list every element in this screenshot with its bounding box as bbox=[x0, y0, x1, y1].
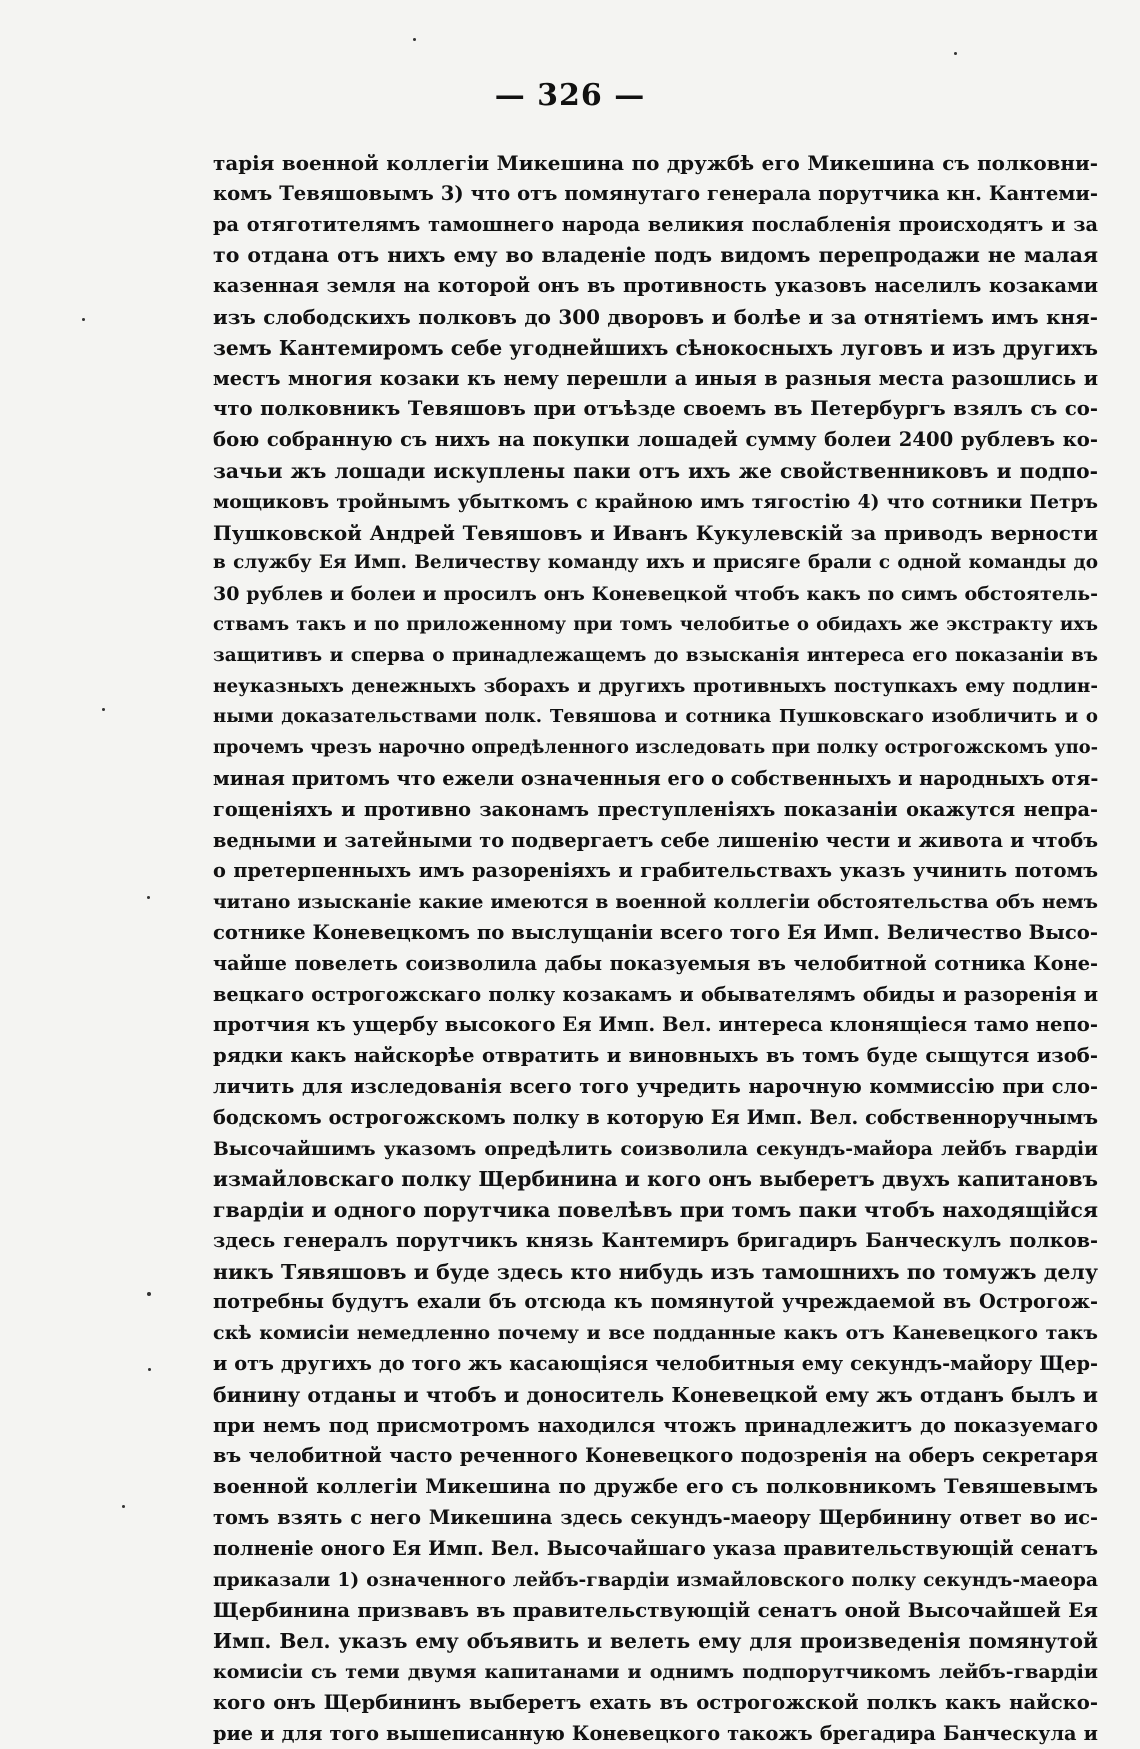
text-line: скѣ комисіи немедленно почему и все подданные какъ отъ Каневецкого такъ bbox=[213, 1322, 1098, 1345]
text-line: что полковникъ Тевяшовъ при отъѣзде своемъ въ Петербургъ взялъ съ со- bbox=[213, 397, 1098, 421]
text-line: тарія военной коллегіи Микешина по дружбѣ его Микешина съ полковни- bbox=[213, 151, 1098, 175]
text-line: Пушковской Андрей Тевяшовъ и Иванъ Кукулевскій за приводъ верности bbox=[213, 520, 1098, 545]
text-line: приказали 1) означенного лейбъ-гвардіи измайловского полку секундъ-маеора bbox=[213, 1568, 1098, 1591]
text-line: кого онъ Щербининъ выберетъ ехать въ острогожской полкъ какъ найско- bbox=[213, 1690, 1098, 1714]
ink-speck bbox=[413, 38, 416, 41]
text-line: бинину отданы и чтобъ и доноситель Коневецкой ему жъ отданъ былъ и bbox=[213, 1382, 1098, 1407]
text-line: неуказныхъ денежныхъ зборахъ и другихъ противныхъ поступкахъ ему подлин- bbox=[213, 675, 1098, 697]
ink-speck bbox=[147, 1292, 151, 1296]
text-line: ными доказательствами полк. Тевяшова и сотника Пушковскаго изобличить и о bbox=[213, 706, 1098, 728]
text-line: никъ Тявяшовъ и буде здесь кто нибудь изъ тамошнихъ по томужъ делу bbox=[213, 1259, 1098, 1284]
text-line: зачьи жъ лошади искуплены паки отъ ихъ же свойственниковъ и подпо- bbox=[213, 458, 1098, 483]
text-line: прочемъ чрезъ нарочно опредѣленного изследовать при полку острогожскомъ упо- bbox=[213, 737, 1098, 759]
page-number: — 326 — bbox=[494, 78, 646, 113]
text-line: при немъ под присмотромъ находился чтожъ принадлежитъ до показуемаго bbox=[213, 1413, 1098, 1437]
text-line: защитивъ и сперва о принадлежащемъ до взысканія интереса его показаніи въ bbox=[213, 644, 1098, 666]
text-line: Имп. Вел. указъ ему объявить и велеть ему для произведенія помянутой bbox=[213, 1629, 1098, 1654]
text-line: комисіи съ теми двумя капитанами и однимъ подпорутчикомъ лейбъ-гвардіи bbox=[213, 1661, 1098, 1684]
text-line: читано изысканіе какие имеются в военной коллегіи обстоятельства объ немъ bbox=[213, 891, 1098, 914]
ink-speck bbox=[954, 52, 957, 55]
text-line: чайше повелеть соизволила дабы показуемыя въ челобитной сотника Коне- bbox=[213, 951, 1098, 975]
text-line: бодскомъ острогожскомъ полку в которую Ея Имп. Вел. собственноручнымъ bbox=[213, 1105, 1098, 1129]
text-line: миная притомъ что ежели означенныя его о собственныхъ и народныхъ отя- bbox=[213, 766, 1098, 790]
text-line: полненіе оного Ея Имп. Вел. Высочайшаго указа правительствующій сенатъ bbox=[213, 1536, 1098, 1560]
text-line: 30 рублев и болеи и просилъ онъ Коневецкой чтобъ какъ по симъ обстоятель- bbox=[213, 583, 1098, 606]
text-line: ра отяготителямъ тамошнего народа великия послабленія происходятъ и за bbox=[213, 212, 1098, 236]
text-line: ствамъ такъ и по приложенному при томъ челобитье о обидахъ же экстракту ихъ bbox=[213, 613, 1098, 635]
text-line: то отдана отъ нихъ ему во владеніе подъ видомъ перепродажи не малая bbox=[213, 243, 1098, 268]
text-line: местъ многия козаки къ нему перешли а иныя в разныя места разошлись и bbox=[213, 366, 1098, 390]
text-line: личить для изследованія всего того учредить нарочную коммиссію при сло- bbox=[213, 1074, 1098, 1098]
text-line: сотнике Коневецкомъ по выслущаніи всего того Ея Имп. Величество Высо- bbox=[213, 920, 1098, 944]
text-line: мощиковъ тройнымъ убыткомъ с крайною имъ тягостію 4) что сотники Петръ bbox=[213, 490, 1098, 513]
body-text bbox=[213, 148, 1098, 1749]
text-line: изъ слободскихъ полковъ до 300 дворовъ и болѣе и за отнятіемъ имъ кня- bbox=[213, 304, 1098, 329]
ink-speck bbox=[102, 708, 105, 711]
ink-speck bbox=[82, 318, 85, 321]
text-line: протчия къ ущербу высокого Ея Имп. Вел. интереса клонящіеся тамо непо- bbox=[213, 1013, 1098, 1037]
ink-speck bbox=[147, 896, 150, 899]
ink-speck bbox=[148, 1368, 151, 1371]
text-line: ведными и затейными то подвергаетъ себе лишенію чести и живота и чтобъ bbox=[213, 828, 1098, 852]
text-line: томъ взять с него Микешина здесь секундъ-маеору Щербинину ответ во ис- bbox=[213, 1506, 1098, 1530]
text-line: рие и для того вышеписанную Коневецкого такожъ брегадира Банческула и bbox=[213, 1721, 1098, 1745]
text-line: въ челобитной часто реченного Коневецкого подозренія на оберъ секретаря bbox=[213, 1444, 1098, 1468]
text-line: Высочайшимъ указомъ опредѣлить соизволила секундъ-майора лейбъ гвардіи bbox=[213, 1137, 1098, 1160]
text-line: вецкаго острогожскаго полку козакамъ и обывателямъ обиды и разоренія и bbox=[213, 982, 1098, 1006]
text-line: гвардіи и одного порутчика повелѣвъ при томъ паки чтобъ находящійся bbox=[213, 1198, 1098, 1223]
text-line: здесь генералъ порутчикъ князь Кантемиръ бригадиръ Банческулъ полков- bbox=[213, 1228, 1098, 1252]
text-line: бою собранную съ нихъ на покупки лошадей сумму болеи 2400 рублевъ ко- bbox=[213, 428, 1098, 452]
text-line: комъ Тевяшовымъ 3) что отъ помянутаго генерала порутчика кн. Кантеми- bbox=[213, 181, 1098, 205]
text-line: и отъ другихъ до того жъ касающіяся челобитныя ему секундъ-майору Щер- bbox=[213, 1352, 1098, 1376]
text-line: о претерпенныхъ имъ разореніяхъ и грабительствахъ указъ учинить потомъ bbox=[213, 859, 1098, 883]
text-line: казенная земля на которой онъ въ противность указовъ населилъ козаками bbox=[213, 274, 1098, 298]
text-line: Щербинина призвавъ въ правительствующій сенатъ оной Высочайшей Ея bbox=[213, 1598, 1098, 1623]
text-line: в службу Ея Имп. Величеству команду ихъ и присяге брали с одной команды до bbox=[213, 552, 1098, 574]
text-line: военной коллегіи Микешина по дружбе его съ полковникомъ Тевяшевымъ bbox=[213, 1475, 1098, 1499]
text-line: земъ Кантемиромъ себе угоднейшихъ сѣнокосныхъ луговъ и изъ другихъ bbox=[213, 335, 1098, 360]
text-line: гощеніяхъ и противно законамъ преступленіяхъ показаніи окажутся непра- bbox=[213, 797, 1098, 821]
text-line: измайловскаго полку Щербинина и кого онъ выберетъ двухъ капитановъ bbox=[213, 1167, 1098, 1192]
ink-speck bbox=[122, 1505, 125, 1508]
text-line: потребны будутъ ехали бъ отсюда къ помянутой учреждаемой въ Острогож- bbox=[213, 1290, 1098, 1314]
text-line: рядки какъ найскорѣе отвратить и виновныхъ въ томъ буде сыщутся изоб- bbox=[213, 1044, 1098, 1068]
